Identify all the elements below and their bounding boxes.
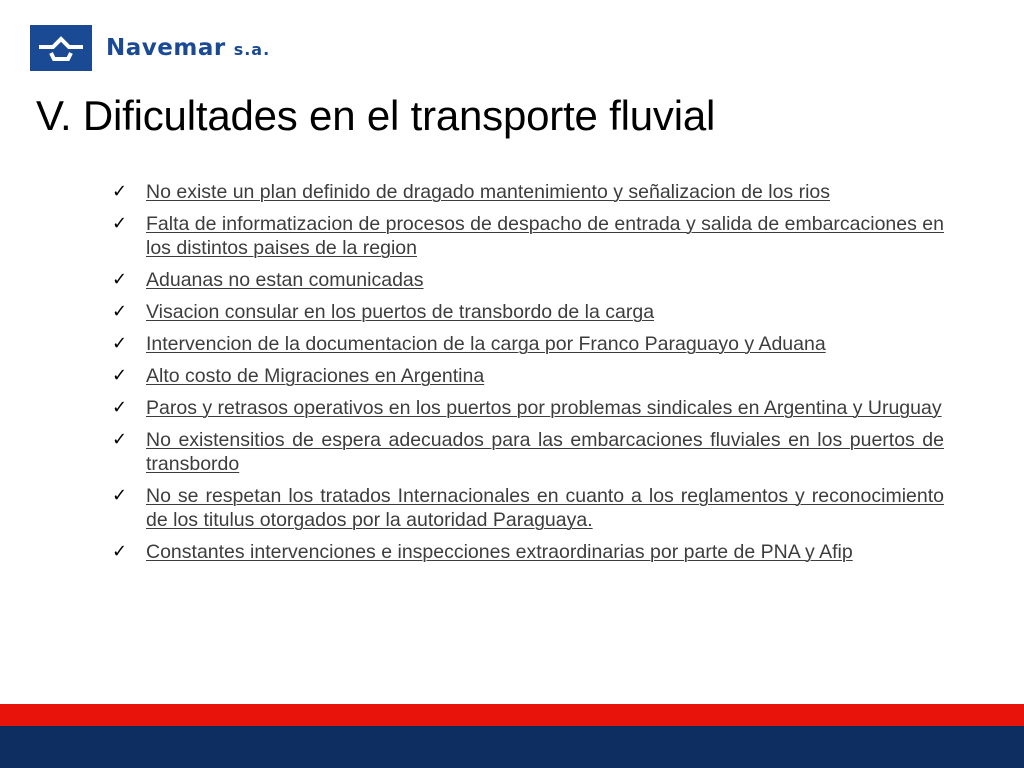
checkmark-icon: ✓ [112, 181, 128, 202]
bullet-item [112, 484, 944, 532]
bullet-link[interactable]: Visacion consular en los puertos de transbordo de la carga [146, 301, 655, 323]
footer-blue-stripe [0, 726, 1024, 768]
footer-red-stripe [0, 704, 1024, 726]
bullet-item [112, 268, 944, 292]
bullet-list [112, 180, 944, 572]
bullet-item [112, 332, 944, 356]
bullet-link[interactable]: Aduanas no estan comunicadas [146, 269, 424, 291]
checkmark-icon: ✓ [112, 365, 128, 386]
bullet-item [112, 396, 944, 420]
bullet-item [112, 428, 944, 476]
bullet-item [112, 300, 944, 324]
navemar-logo [30, 24, 270, 72]
checkmark-icon: ✓ [112, 333, 128, 354]
checkmark-icon: ✓ [112, 429, 128, 450]
checkmark-icon: ✓ [112, 397, 128, 418]
bullet-item [112, 212, 944, 260]
bullet-item [112, 540, 944, 564]
bullet-item [112, 180, 944, 204]
bullet-link[interactable]: No existensitios de espera adecuados para las embarcaciones fluviales en los puertos de transbordo [146, 429, 944, 475]
slide-title: V. Dificultades en el transporte fluvial [36, 92, 716, 139]
bullet-link[interactable]: Constantes intervenciones e inspecciones extraordinarias por parte de PNA y Afip [146, 541, 853, 563]
bullet-link[interactable]: No existe un plan definido de dragado mantenimiento y señalizacion de los rios [146, 181, 831, 203]
bullet-link[interactable]: Paros y retrasos operativos en los puertos por problemas sindicales en Argentina y Uruguay [146, 397, 942, 419]
logo-suffix: s.a. [233, 40, 271, 59]
checkmark-icon: ✓ [112, 213, 128, 234]
checkmark-icon: ✓ [112, 269, 128, 290]
checkmark-icon: ✓ [112, 541, 128, 562]
logo-name: Navemar [106, 35, 226, 61]
checkmark-icon: ✓ [112, 301, 128, 322]
bullet-link[interactable]: Intervencion de la documentacion de la carga por Franco Paraguayo y Aduana [146, 333, 826, 355]
checkmark-icon: ✓ [112, 485, 128, 506]
bullet-link[interactable]: No se respetan los tratados Internacionales en cuanto a los reglamentos y reconocimiento de los titulus otorgados por la autoridad Paraguaya. [146, 485, 944, 531]
bullet-link[interactable]: Alto costo de Migraciones en Argentina [146, 365, 485, 387]
bullet-link[interactable]: Falta de informatizacion de procesos de despacho de entrada y salida de embarcaciones en los distintos paises de la region [146, 213, 944, 259]
navemar-logo-icon [30, 25, 92, 71]
logo-wordmark [106, 35, 270, 61]
bullet-item [112, 364, 944, 388]
